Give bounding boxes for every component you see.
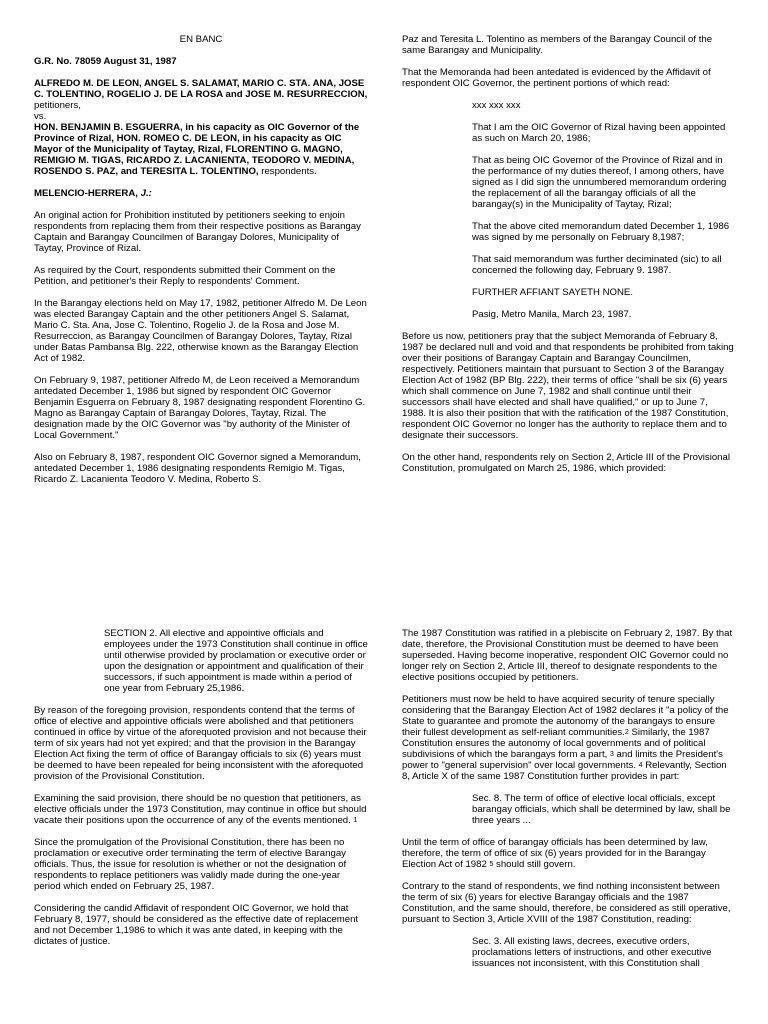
quote-paragraph: Sec. 8. The term of office of elective local officials, except barangay officials, which shall be determined by law, shall be three years ... — [472, 793, 731, 826]
paragraph: In the Barangay elections held on May 17, 1982, petitioner Alfredo M. De Leon was elected Barangay Captain and the other petitioners Angel S. Salamat, Mario C. Sta. Ana, Jose C. Tolentino, Rogelio J. de la Rosa and Jose M. Resurreccion, as Barangay Councilmen of Barangay Dolores, Taytay, Rizal under Batas Pambansa Blg. 222, otherwise known as the Barangay Election Act of 1982. — [34, 298, 367, 364]
paragraph: Before us now, petitioners pray that the subject Memoranda of February 8, 1987 be declared null and void and that respondents be prohibited from taking over their positions of Barangay Captain and Barangay Councilmen, respectively. Petitioners maintain that pursuant to Section 3 of the Barangay Election Act of 1982 (BP Blg. 222), their terms of office "shall be six (6) years which shall commence on June 7, 1982 and shall continue until their successors shall have elected and shall have qualified," or up to June 7, 1988. It is also their position that with the ratification of the 1987 Constitution, respondent OIC Governor no longer has the authority to replace them and to designate their successors. — [402, 331, 734, 441]
quote-ellipsis: xxx xxx xxx — [472, 100, 521, 111]
ponente: MELENCIO-HERRERA, J.: — [34, 188, 152, 199]
paragraph: As required by the Court, respondents submitted their Comment on the Petition, and petitioner's their Reply to respondents' Comment. — [34, 265, 336, 287]
respondents: HON. BENJAMIN B. ESGUERRA, in his capacity as OIC Governor of the Province of Rizal, HON. ROMEO C. DE LEON, in his capacity as OIC Mayor of the Municipality of Taytay, Rizal, FLORENTINO G. MAGNO, REMIGIO M. TIGAS, RICARDO Z. LACANIENTA, TEODORO V. MEDINA, ROSENDO S. PAZ, and TERESITA L. TOLENTINO, respondents. — [34, 122, 360, 177]
paragraph: Until the term of office of barangay officials has been determined by law, therefore, the term of office of six (6) years provided for in the Barangay Election Act of 1982 $^5$ should still govern. — [402, 837, 708, 870]
paragraph: Paz and Teresita L. Tolentino as members of the Barangay Council of the same Barangay and Municipality. — [402, 34, 713, 56]
versus: vs. — [34, 111, 47, 122]
paragraph: By reason of the foregoing provision, respondents contend that the terms of office of elective and appointive officials were abolished and that petitioners continued in office by virtue of the aforequoted provision and not because their term of six years had not yet expired; and that the provision in the Barangay Election Act fixing the term of office of Barangay officials to six (6) years must be deemed to have been repealed for being inconsistent with the aforequoted provision of the Provisional Constitution. — [34, 705, 367, 782]
footnote-ref[interactable]: 5 — [489, 861, 494, 868]
footnote-ref[interactable]: 2 — [624, 729, 629, 736]
column-1 — [34, 34, 368, 496]
quote-paragraph: Sec. 3. All existing laws, decrees, executive orders, proclamations letters of instructions, and other executive issuances not inconsistent, with this Constitution shall — [472, 936, 712, 969]
paragraph: Petitioners must now be held to have acquired security of tenure specially considering that the Barangay Election Act of 1982 declares it "a policy of the State to guarantee and promote the autonomy of the barangays to ensure their fullest development as self-reliant communities.$^2$ Similarly, the 1987 Constitution ensures the autonomy of local governments and of political subdivisions of which the barangays form a part, $^3$ and limits the President's power to "general supervision" over local governments. $^4$ Relevantly, Section 8, Article X of the same 1987 Constitution further provides in part: — [402, 694, 729, 782]
footnote-ref[interactable]: 3 — [609, 751, 614, 758]
footnote-ref[interactable]: 4 — [638, 762, 643, 769]
quote-paragraph: Pasig, Metro Manila, March 23, 1987. — [472, 309, 632, 320]
petitioners: ALFREDO M. DE LEON, ANGEL S. SALAMAT, MARIO C. STA. ANA, JOSE C. TOLENTINO, ROGELIO J. DE LA ROSA and JOSE M. RESURRECCION, petitioners, — [34, 78, 368, 111]
paragraph: Since the promulgation of the Provisional Constitution, there has been no proclamation or executive order terminating the term of elective Barangay officials. Thus, the issue for resolution is whether or not the designation of respondents to replace petitioners was validly made during the one-year period which ended on February 25, 1987. — [34, 837, 347, 892]
quote-paragraph: That as being OIC Governor of the Province of Rizal and in the performance of my duties thereof, I among others, have signed as I did sign the unnumbered memorandum ordering the replacement of all the barangay officials of all the barangay(s) in the Municipality of Taytay, Rizal; — [472, 155, 727, 210]
paragraph: Examining the said provision, there should be no question that petitioners, as elective officials under the 1973 Constitution, may continue in office but should vacate their positions upon the occurrence of any of the events mentioned. $^1$ — [34, 793, 367, 826]
paragraph: Also on February 8, 1987, respondent OIC Governor signed a Memorandum, antedated December 1, 1986 designating respondents Remigio M. Tigas, Ricardo Z. Lacanienta Teodoro V. Medina, Roberto S. — [34, 452, 361, 485]
column-3 — [34, 628, 368, 958]
quote-paragraph: That I am the OIC Governor of Rizal having been appointed as such on March 20, 1986; — [472, 122, 726, 144]
quote-paragraph: That said memorandum was further deciminated (sic) to all concerned the following day, February 9. 1987. — [472, 254, 722, 276]
paragraph: Contrary to the stand of respondents, we find nothing inconsistent between the term of six (6) years for elective Barangay officials and the 1987 Constitution, and the same should, therefore, be considered as still operative, pursuant to Section 3, Article XVIII of the 1987 Constitution, reading: — [402, 881, 731, 925]
court-division: EN BANC — [179, 34, 223, 45]
column-4 — [402, 628, 734, 980]
paragraph: Considering the candid Affidavit of respondent OIC Governor, we hold that February 8, 1977, should be considered as the effective date of replacement and not December 1,1986 to which it was ante dated, in keeping with the dictates of justice. — [34, 903, 359, 947]
column-2 — [402, 34, 734, 485]
quote-paragraph: SECTION 2. All elective and appointive officials and employees under the 1973 Constitution shall continue in office until otherwise provided by proclamation or executive order or upon the designation or appointment and qualification of their successors, if such appointment is made within a period of one year from February 25,1986. — [104, 628, 368, 694]
paragraph: That the Memoranda had been antedated is evidenced by the Affidavit of respondent OIC Governor, the pertinent portions of which read: — [402, 67, 711, 89]
paragraph: On February 9, 1987, petitioner Alfredo M, de Leon received a Memorandum antedated December 1, 1986 but signed by respondent OIC Governor Benjamin Esguerra on February 8, 1987 designating respondent Florentino G. Magno as Barangay Captain of Barangay Dolores, Taytay, Rizal. The designation made by the OIC Governor was "by authority of the Minister of Local Government." — [34, 375, 366, 441]
paragraph: The 1987 Constitution was ratified in a plebiscite on February 2, 1987. By that date, therefore, the Provisional Constitution must be deemed to have been superseded. Having become inoperative, respondent OIC Governor could no longer rely on Section 2, Article III, thereof to designate respondents to the elective positions occupied by petitioners. — [402, 628, 733, 683]
paragraph: An original action for Prohibition instituted by petitioners seeking to enjoin respondents from replacing them from their respective positions as Barangay Captain and Barangay Councilmen of Barangay Dolores, Municipality of Taytay, Province of Rizal. — [34, 210, 361, 254]
case-number: G.R. No. 78059 August 31, 1987 — [34, 56, 177, 67]
quote-paragraph: FURTHER AFFIANT SAYETH NONE. — [472, 287, 633, 298]
quote-paragraph: That the above cited memorandum dated December 1, 1986 was signed by me personally on February 8,1987; — [472, 221, 730, 243]
footnote-ref[interactable]: 1 — [353, 817, 358, 824]
paragraph: On the other hand, respondents rely on Section 2, Article III of the Provisional Constitution, promulgated on March 25, 1986, which provided: — [402, 452, 730, 474]
